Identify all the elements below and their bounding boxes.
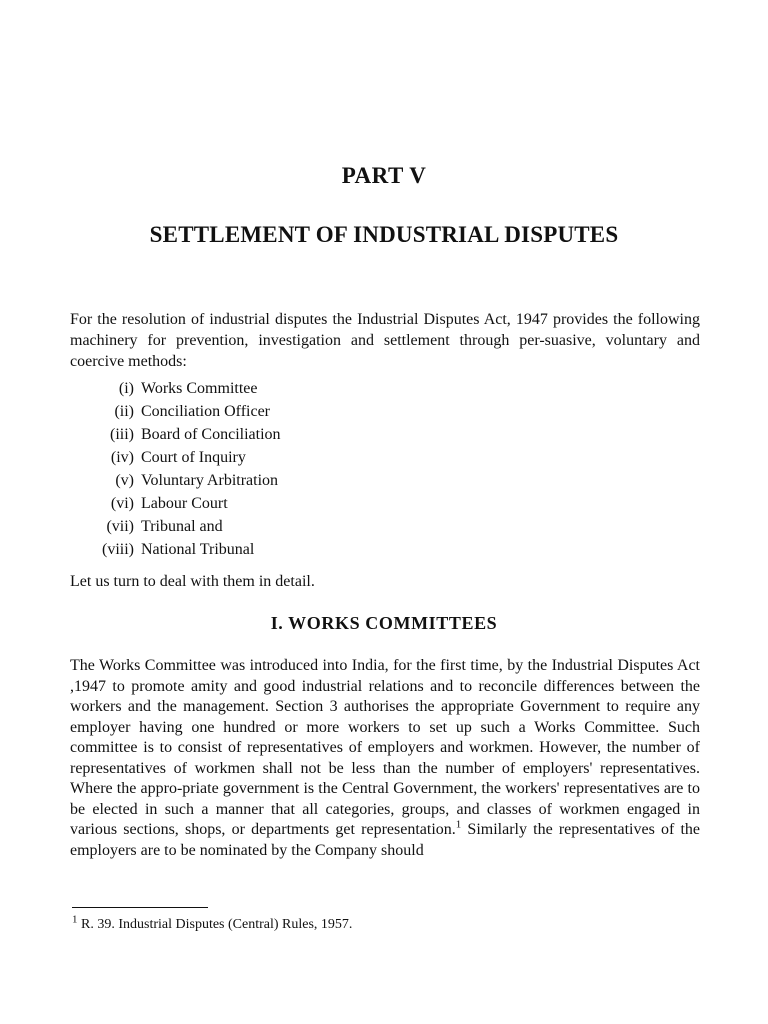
footnote-number: 1 [72,913,78,926]
list-item [70,377,470,400]
footnote [72,913,353,934]
list-item-number: (ii) [114,403,134,420]
list-item-number: (v) [115,472,134,489]
list-item-label: National Tribunal [141,541,255,558]
list-item-label: Conciliation Officer [141,403,270,420]
list-item-number: (i) [118,380,134,397]
list-item [70,515,470,538]
list-item [70,400,470,423]
list-item-number: (vi) [110,495,134,512]
works-committee-paragraph [70,656,700,861]
list-item-number: (iii) [110,426,134,443]
paragraph-text: The Works Committee was introduced into India, for the first time, by the Industrial Disputes Act ,1947 to promote amity and good industrial relations and to reconcile differences between the workers and the management. Section 3 authorises the appropriate Government to require any employer having one hundred or more workers to set up such a Works Committee. Such committee is to consist of representatives of employers and workmen. However, the number of representatives of workmen shall not be less than the number of employers' representatives. Where the appro-priate government is the Central Government, the workers' representatives are to be elected in such a manner that all categories, groups, and classes of workmen engaged in various sections, shops, or departments get representation. [70,657,700,838]
list-item-number: (viii) [102,541,134,558]
footnote-divider [72,907,208,908]
paragraph-text-continued: Similarly the representatives of the employers are to be nominated by the Company should [70,821,700,859]
list-item-label: Tribunal and [141,518,223,535]
list-item-label: Board of Conciliation [141,426,281,443]
section-heading: I. WORKS COMMITTEES [270,613,498,633]
intro-paragraph: For the resolution of industrial disputes the Industrial Disputes Act, 1947 provides the following machinery for prevention, investigation and settlement through per-suasive, voluntary and coercive methods: [70,311,700,370]
list-item-label: Court of Inquiry [141,449,246,466]
list-item [70,538,470,561]
transition-sentence: Let us turn to deal with them in detail. [70,573,315,590]
footnote-text: R. 39. Industrial Disputes (Central) Rules, 1957. [81,917,353,932]
list-item-label: Labour Court [141,495,228,512]
machinery-list [70,377,470,561]
list-item-number: (vii) [106,518,134,535]
chapter-title: SETTLEMENT OF INDUSTRIAL DISPUTES [149,222,619,247]
list-item-number: (iv) [110,449,134,466]
list-item [70,469,470,492]
footnote-reference: 1 [455,818,462,831]
part-title: PART V [341,163,427,188]
list-item [70,423,470,446]
list-item-label: Voluntary Arbitration [141,472,279,489]
list-item-label: Works Committee [141,380,258,397]
list-item [70,492,470,515]
list-item [70,446,470,469]
